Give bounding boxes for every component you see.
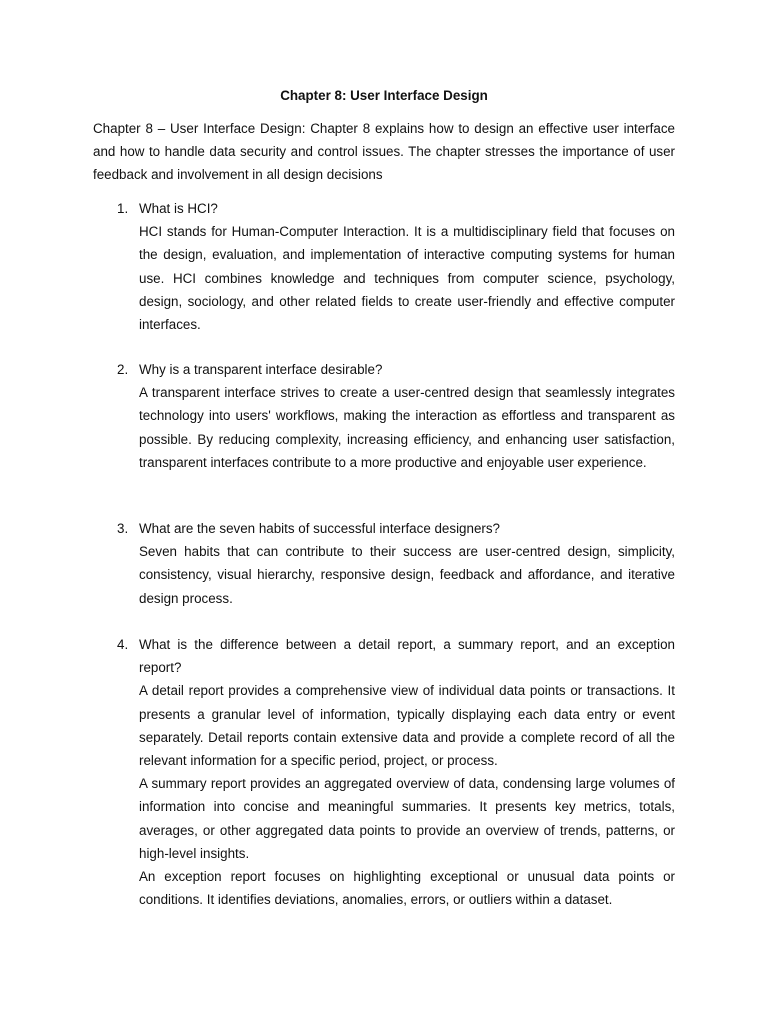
intro-paragraph: Chapter 8 – User Interface Design: Chapter 8 explains how to design an effective user interface and how to handle data security and control issues. The chapter stresses the importance of user feedback and involvement in all design decisions [93,121,675,183]
item-number: 1. [117,201,129,216]
item-question: Why is a transparent interface desirable? [139,362,383,377]
item-answer-exception: An exception report focuses on highlighting exceptional or unusual data points or conditions. It identifies deviations, anomalies, errors, or outliers within a dataset. [139,869,675,908]
item-question: What is the difference between a detail report, a summary report, and an exception report? [139,637,675,676]
item-answer: HCI stands for Human-Computer Interaction. It is a multidisciplinary field that focuses on the design, evaluation, and implementation of interactive computing systems for human use. HCI combines knowledge and techniques from computer science, psychology, design, sociology, and other related fields to create user-friendly and effective computer interfaces. [139,224,675,333]
item-answer: Seven habits that can contribute to their success are user-centred design, simplicity, consistency, visual hierarchy, responsive design, feedback and affordance, and iterative design process. [139,544,675,606]
item-number: 2. [117,362,129,377]
item-answer-detail: A detail report provides a comprehensive view of individual data points or transactions. It presents a granular level of information, typically displaying each data entry or event separately. Detail reports contain extensive data and provide a complete record of all the relevant information for a specific period, project, or process. [139,683,675,769]
item-body [139,633,675,911]
item-body [139,197,675,336]
item-body [139,517,675,610]
item-answer-summary: A summary report provides an aggregated overview of data, condensing large volumes of information into concise and meaningful summaries. It presents key metrics, totals, averages, or other aggregated data points to provide an overview of trends, patterns, or high-level insights. [139,776,675,861]
item-question: What is HCI? [139,201,218,216]
item-answer: A transparent interface strives to create a user-centred design that seamlessly integrates technology into users' workflows, making the interaction as effortless and transparent as possible. By reducing complexity, increasing efficiency, and enhancing user satisfaction, transparent interfaces contribute to a more productive and enjoyable user experience. [139,385,675,470]
page-title: Chapter 8: User Interface Design [280,88,488,103]
item-question: What are the seven habits of successful interface designers? [139,521,500,536]
item-number: 4. [117,637,129,652]
item-number: 3. [117,521,129,536]
item-body [139,358,675,474]
